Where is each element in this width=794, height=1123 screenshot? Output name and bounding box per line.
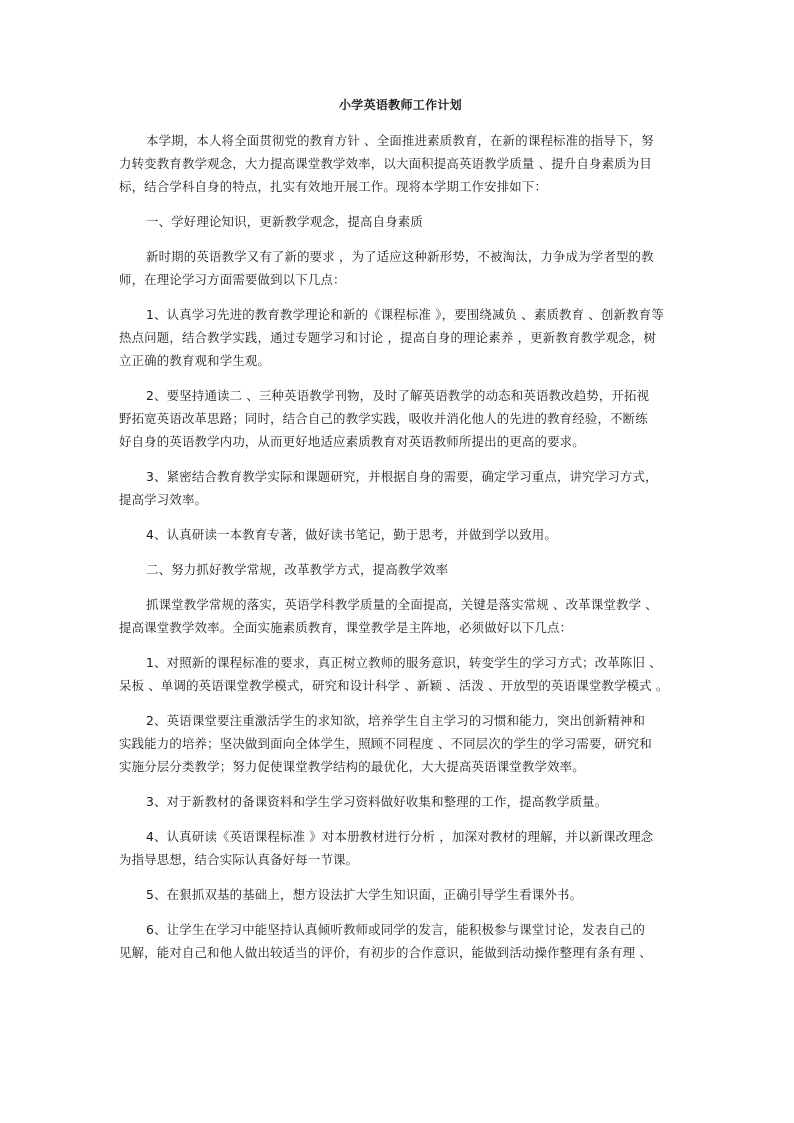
paragraph-line: 力转变教育教学观念，大力提高课堂教学效率，以大面积提高英语教学质量 、提升自身素质为目 bbox=[119, 156, 652, 171]
paragraph-line: 好自身的英语教学内功，从而更好地适应素质教育对英语教师所提出的更高的要求。 bbox=[119, 434, 585, 449]
paragraph-line: 野拓宽英语改革思路；同时，结合自己的教学实践，吸收并消化他人的先进的教育经验，不断练 bbox=[119, 411, 648, 426]
paragraph bbox=[119, 790, 682, 813]
paragraph bbox=[119, 593, 682, 639]
paragraph-line: 提高课堂教学效率。全面实施素质教育，课堂教学是主阵地，必须做好以下几点： bbox=[119, 620, 573, 635]
paragraph bbox=[119, 465, 682, 511]
paragraph bbox=[119, 651, 682, 697]
paragraph bbox=[119, 709, 682, 778]
paragraph-line: 2、英语课堂要注重激活学生的求知欲，培养学生自主学习的习惯和能力，突出创新精神和 bbox=[146, 713, 646, 728]
paragraph-line: 立正确的教育观和学生观。 bbox=[119, 353, 271, 368]
paragraph-line: 4、认真研读《英语课程标准 》对本册教材进行分析 ，加深对教材的理解，并以新课改理念 bbox=[146, 829, 654, 844]
paragraph-line: 新时期的英语教学又有了新的要求 ，为了适应这种新形势，不被淘汰，力争成为学者型的教 bbox=[146, 249, 654, 264]
paragraph-line: 一、学好理论知识，更新教学观念，提高自身素质 bbox=[146, 214, 423, 229]
paragraph-line: 实践能力的培养；坚决做到面向全体学生，照顾不同程度 、不同层次的学生的学习需要，研究和 bbox=[119, 736, 652, 751]
paragraph-line: 6、让学生在学习中能坚持认真倾听教师或同学的发言，能积极参与课堂讨论，发表自己的 bbox=[146, 922, 646, 937]
paragraph-line: 本学期，本人将全面贯彻党的教育方针 、全面推进素质教育，在新的课程标准的指导下，努 bbox=[146, 133, 654, 148]
paragraph bbox=[119, 303, 682, 372]
document-body bbox=[119, 129, 682, 964]
paragraph-line: 抓课堂教学常规的落实，英语学科教学质量的全面提高，关键是落实常规 、改革课堂教学 、 bbox=[146, 597, 658, 612]
paragraph-line: 1、对照新的课程标准的要求，真正树立教师的服务意识，转变学生的学习方式；改革陈旧 、 bbox=[146, 655, 662, 670]
paragraph-line: 4、认真研读一本教育专著，做好读书笔记，勤于思考，并做到学以致用。 bbox=[146, 527, 557, 542]
paragraph-line: 5、在狠抓双基的基础上，想方设法扩大学生知识面，正确引导学生看课外书。 bbox=[146, 887, 583, 902]
paragraph bbox=[119, 825, 682, 871]
paragraph bbox=[119, 384, 682, 453]
paragraph-line: 提高学习效率。 bbox=[119, 492, 208, 507]
paragraph bbox=[119, 523, 682, 546]
paragraph-line: 呆板 、单调的英语课堂教学模式，研究和设计科学 、新颖 、活泼 、开放型的英语课堂教学模式 。 bbox=[119, 678, 669, 693]
paragraph bbox=[119, 210, 682, 233]
paragraph-line: 2、要坚持通读二 、三种英语教学刊物，及时了解英语教学的动态和英语教改趋势，开拓视 bbox=[146, 388, 650, 403]
paragraph-line: 热点问题，结合教学实践，通过专题学习和讨论 ，提高自身的理论素养 ，更新教育教学观念，树 bbox=[119, 330, 657, 345]
paragraph-line: 二、努力抓好教学常规，改革教学方式，提高教学效率 bbox=[146, 562, 449, 577]
paragraph-line: 为指导思想，结合实际认真备好每一节课。 bbox=[119, 852, 359, 867]
paragraph bbox=[119, 918, 682, 964]
paragraph bbox=[119, 883, 682, 906]
paragraph-line: 见解，能对自己和他人做出较适当的评价，有初步的合作意识，能做到活动操作整理有条有理 、 bbox=[119, 945, 652, 960]
paragraph-line: 标，结合学科自身的特点，扎实有效地开展工作。现将本学期工作安排如下： bbox=[119, 179, 548, 194]
paragraph bbox=[119, 129, 682, 198]
paragraph-line: 3、紧密结合教育教学实际和课题研究，并根据自身的需要，确定学习重点，讲究学习方式， bbox=[146, 469, 658, 484]
paragraph-line: 1、认真学习先进的教育教学理论和新的《课程标准 》，要围绕减负 、素质教育 、创新教育等 bbox=[146, 307, 664, 322]
paragraph-line: 实施分层分类教学；努力促使课堂教学结构的最优化，大大提高英语课堂教学效率。 bbox=[119, 759, 585, 774]
paragraph-line: 师，在理论学习方面需要做到以下几点： bbox=[119, 272, 346, 287]
paragraph bbox=[119, 245, 682, 291]
paragraph-line: 3、对于新教材的备课资料和学生学习资料做好收集和整理的工作，提高教学质量。 bbox=[146, 794, 608, 809]
paragraph bbox=[119, 558, 682, 581]
document-title: 小学英语教师工作计划 bbox=[338, 98, 462, 112]
